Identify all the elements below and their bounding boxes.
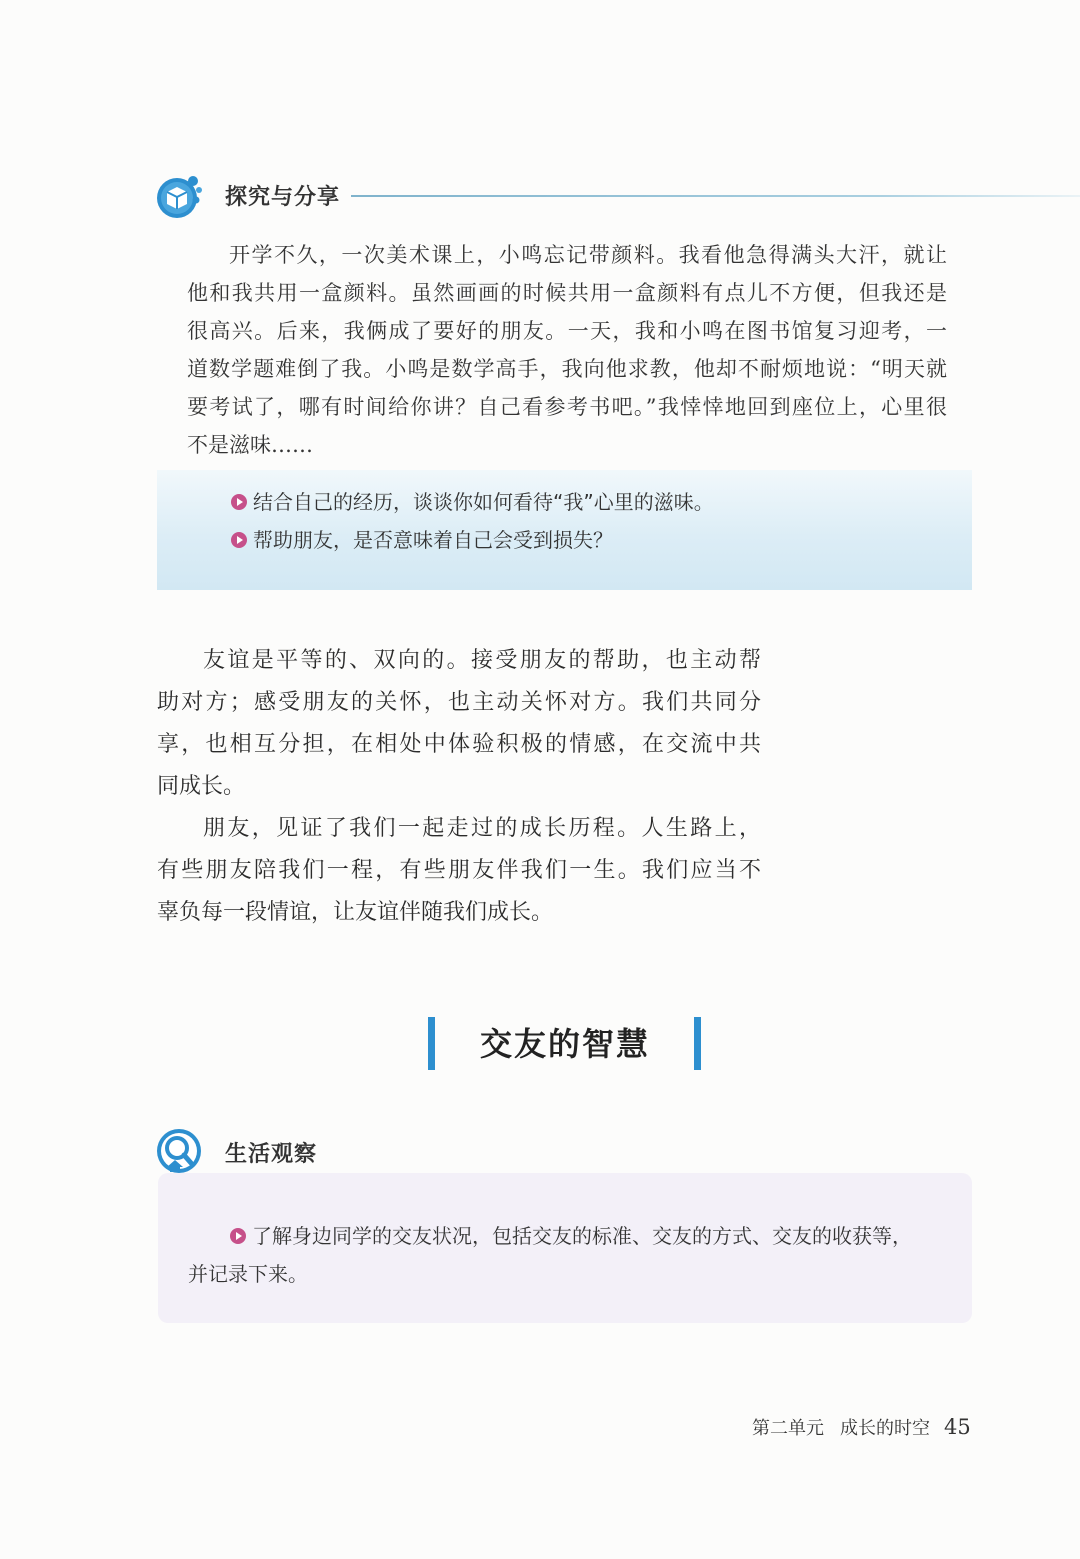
play-bullet-icon — [230, 1228, 246, 1244]
observation-line-text: 了解身边同学的交友状况，包括交友的标准、交友的方式、交友的收获等， — [252, 1224, 912, 1248]
story-line: 很高兴。后来，我俩成了要好的朋友。一天，我和小鸣在图书馆复习迎考，一 — [187, 319, 947, 343]
observation-text — [188, 1217, 948, 1293]
footer-chapter: 成长的时空 — [840, 1418, 930, 1439]
magnifier-house-icon — [155, 1127, 203, 1175]
body-text — [157, 640, 761, 934]
heading-bar-right — [694, 1017, 701, 1070]
question-item — [231, 524, 613, 553]
body-line: 同成长。 — [157, 774, 246, 799]
observation-line — [188, 1217, 948, 1255]
story-line: 他和我共用一盒颜料。虽然画画的时候共用一盒颜料有点儿不方便，但我还是 — [187, 281, 947, 305]
story-line: 开学不久，一次美术课上，小鸣忘记带颜料。我看他急得满头大汗，就让 — [229, 243, 947, 267]
section-heading: 交友的智慧 — [479, 1025, 650, 1063]
body-line: 友谊是平等的、双向的。接受朋友的帮助，也主动帮 — [203, 648, 761, 673]
molecule-cube-icon — [155, 172, 203, 220]
play-bullet-icon — [231, 532, 247, 548]
story-line: 要考试了，哪有时间给你讲？自己看参考书吧。”我悻悻地回到座位上，心里很 — [187, 395, 947, 419]
observation-box — [158, 1173, 972, 1323]
story-line: 不是滋味…… — [187, 433, 313, 457]
body-paragraph — [157, 808, 761, 934]
play-bullet-icon — [231, 494, 247, 510]
header-divider — [351, 195, 1080, 197]
explore-share-header — [155, 172, 975, 220]
question-text: 帮助朋友，是否意味着自己会受到损失？ — [253, 528, 613, 552]
story-paragraph — [187, 236, 947, 464]
question-text: 结合自己的经历，谈谈你如何看待“我”心里的滋味。 — [253, 490, 714, 514]
heading-bar-left — [428, 1017, 435, 1070]
page-footer — [752, 1414, 971, 1440]
observation-line: 并记录下来。 — [188, 1262, 308, 1286]
question-item — [231, 486, 714, 515]
body-line: 朋友，见证了我们一起走过的成长历程。人生路上， — [203, 816, 761, 841]
story-line: 道数学题难倒了我。小鸣是数学高手，我向他求教，他却不耐烦地说：“明天就 — [187, 357, 947, 381]
page-number: 45 — [944, 1415, 971, 1439]
footer-unit: 第二单元 — [752, 1418, 824, 1439]
body-line: 有些朋友陪我们一程，有些朋友伴我们一生。我们应当不 — [157, 858, 761, 883]
explore-share-title: 探究与分享 — [225, 185, 341, 210]
body-line: 享，也相互分担，在相处中体验积极的情感，在交流中共 — [157, 732, 761, 757]
body-line: 辜负每一段情谊，让友谊伴随我们成长。 — [157, 900, 554, 925]
life-observation-header — [155, 1127, 455, 1175]
body-line: 助对方；感受朋友的关怀，也主动关怀对方。我们共同分 — [157, 690, 761, 715]
body-paragraph — [157, 640, 761, 808]
question-box — [157, 470, 972, 590]
life-observation-title: 生活观察 — [225, 1142, 318, 1167]
